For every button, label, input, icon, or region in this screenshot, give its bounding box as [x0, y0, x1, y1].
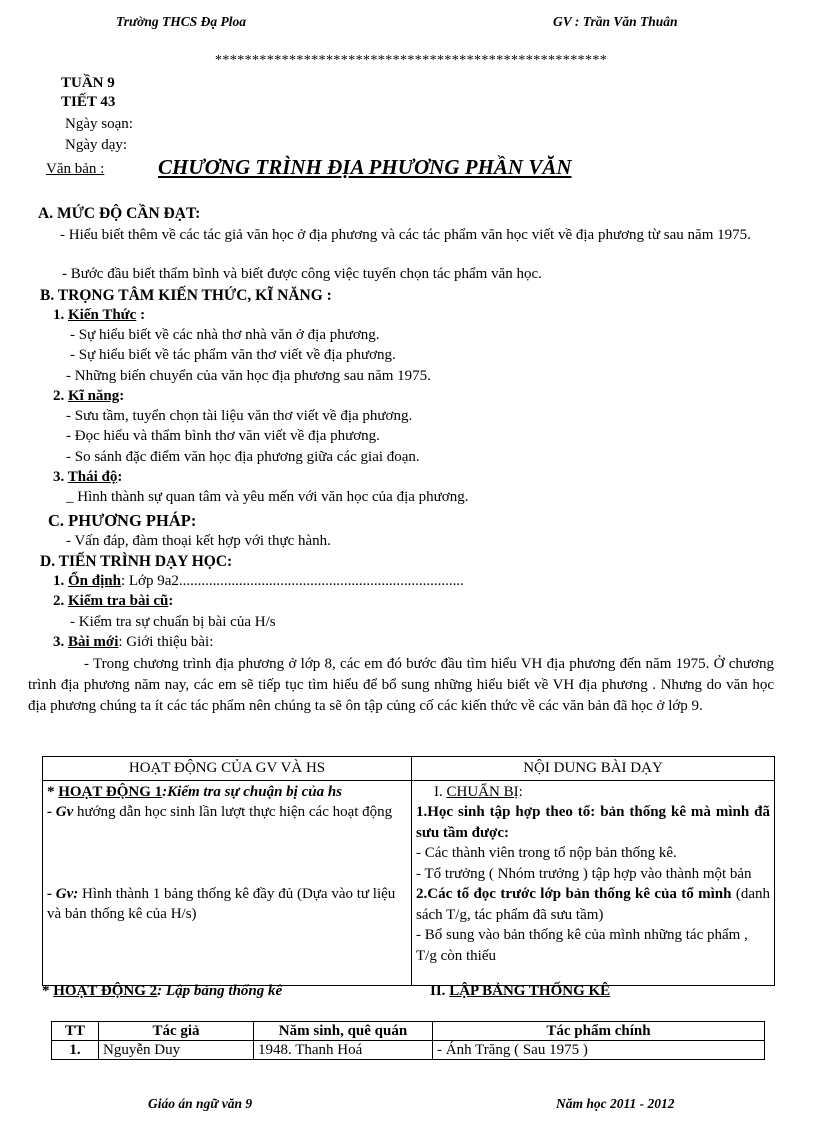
step-1-title: Ổn định — [68, 573, 121, 589]
knowledge-colon: : — [136, 307, 146, 323]
step-2-colon: : — [168, 593, 174, 609]
gv-label: - Gv: — [47, 885, 79, 902]
knowledge-item: - Những biến chuyển của văn học địa phương sau năm 1975. — [66, 368, 431, 384]
prep-colon: : — [518, 783, 523, 800]
prep-item-2-a: - Bổ sung vào bản thống kê của mình những tác phẩm , T/g còn thiếu — [416, 927, 748, 964]
prep-num: I. — [434, 783, 447, 800]
activity-table — [42, 756, 775, 986]
section-c-heading: C. PHƯƠNG PHÁP: — [48, 511, 197, 530]
gv-text: Hình thành 1 bảng thống kê đầy đủ (Dựa vào tư liệu và bản thống kê của H/s) — [47, 885, 396, 922]
section-a-heading: A. MỨC ĐỘ CẦN ĐẠT: — [38, 205, 201, 222]
stat-section-heading — [430, 983, 610, 1000]
prep-item-1-b: - Tổ trưởng ( Nhóm trưởng ) tập hợp vào thành một bản — [416, 865, 752, 882]
col-header-content: NỘI DUNG BÀI DẠY — [412, 757, 775, 781]
stat-header-birth: Năm sinh, quê quán — [254, 1022, 433, 1041]
activity-2-title: : Lập bảng thống kê — [157, 983, 283, 999]
step-1-text: : Lớp 9a2............................................................................ — [120, 573, 464, 589]
knowledge-item: - Sự hiểu biết về tác phẩm văn thơ viết về địa phương. — [70, 347, 396, 363]
stat-header-works: Tác phẩm chính — [433, 1022, 765, 1041]
col-header-activity: HOẠT ĐỘNG CỦA GV VÀ HS — [43, 757, 412, 781]
knowledge-title: Kiến Thức — [68, 307, 137, 323]
step-1 — [53, 573, 464, 590]
section-d-heading: D. TIẾN TRÌNH DẠY HỌC: — [40, 553, 233, 570]
footer-right: Năm học 2011 - 2012 — [556, 1096, 675, 1111]
step-1-num: 1. — [53, 573, 68, 589]
knowledge-item: - Sự hiểu biết về các nhà thơ nhà văn ở địa phương. — [70, 327, 380, 343]
skills-title: Kĩ năng — [68, 388, 120, 404]
stat-cell-works: - Ánh Trăng ( Sau 1975 ) — [433, 1041, 765, 1060]
skills-item: - Sưu tầm, tuyển chọn tài liệu văn thơ viết về địa phương. — [66, 408, 413, 424]
skills-item: - Đọc hiểu và thẩm bình thơ văn viết về địa phương. — [66, 428, 380, 444]
skills-heading — [53, 388, 124, 405]
stat-header-author: Tác giả — [99, 1022, 254, 1041]
step-3-paragraph: - Trong chương trình địa phương ở lớp 8, các em đó bước đầu tìm hiểu VH địa phương đến năm 1975. Ở chương trình địa phương năm nay, các em sẽ tiếp tục tìm hiểu để bổ sung những hiểu biết về VH địa phương . Nhưng do văn học địa phương chúng ta ít các tác phẩm nên chúng ta sẽ ôn tập củng cố các kiến thức về các văn bản đã học ở lớp 9. — [28, 656, 774, 714]
activity-left-cell — [43, 780, 412, 985]
activity-2-prefix: * — [42, 983, 54, 999]
star-divider: ***************************************************** — [215, 53, 608, 68]
prep-item-1-a: - Các thành viên trong tổ nộp bản thống kê. — [416, 845, 677, 861]
section-b-heading: B. TRỌNG TÂM KIẾN THỨC, KĨ NĂNG : — [40, 287, 332, 304]
stat-cell-birth: 1948. Thanh Hoá — [254, 1041, 433, 1060]
prep-date: Ngày soạn: — [65, 116, 133, 132]
teach-date: Ngày dạy: — [65, 137, 128, 153]
activity-1-prefix: * — [47, 783, 59, 800]
statistics-table — [51, 1021, 765, 1060]
activity-1-heading — [47, 782, 407, 803]
footer-left: Giáo án ngữ văn 9 — [148, 1096, 253, 1111]
gv-instruction-1 — [47, 802, 407, 823]
prep-item-2-note: (danh sách T/g, tác phẩm đã sưu tầm) — [416, 886, 770, 923]
activity-2-label: HOẠT ĐỘNG 2 — [53, 983, 158, 999]
period-label: TIẾT 43 — [61, 94, 116, 110]
stat-header-tt: TT — [52, 1022, 99, 1041]
lesson-label: Văn bản : — [46, 161, 105, 177]
section-a-item-1: - Hiểu biết thêm về các tác giả văn học ở địa phương và các tác phẩm văn học viết về địa phương từ sau năm 1975. — [60, 227, 751, 243]
activity-1-label: HOẠT ĐỘNG 1 — [58, 783, 163, 800]
knowledge-num: 1. — [53, 307, 68, 323]
week-label: TUẦN 9 — [61, 75, 115, 91]
stat-section-title: LẬP BẢNG THỐNG KÊ — [449, 983, 611, 999]
attitude-num: 3. — [53, 469, 68, 485]
step-3-num: 3. — [53, 634, 68, 650]
prep-title: CHUẨN BỊ — [446, 783, 519, 800]
skills-num: 2. — [53, 388, 68, 404]
attitude-item: _ Hình thành sự quan tâm và yêu mến với văn học của địa phương. — [66, 489, 469, 505]
stat-cell-tt: 1. — [52, 1041, 99, 1060]
activity-right-cell — [412, 780, 775, 985]
gv-label: - Gv — [47, 804, 74, 820]
step-2-title: Kiểm tra bài cũ — [68, 593, 169, 609]
step-2 — [53, 593, 173, 610]
step-3-text: : Giới thiệu bài: — [118, 634, 214, 650]
step-3 — [53, 634, 213, 651]
section-c-item: - Vấn đáp, đàm thoại kết hợp với thực hành. — [66, 533, 331, 549]
attitude-colon: : — [117, 469, 123, 485]
skills-colon: : — [119, 388, 125, 404]
step-2-item: - Kiểm tra sự chuẩn bị bài của H/s — [70, 614, 276, 630]
knowledge-heading — [53, 307, 145, 324]
school-name: Trường THCS Đạ Ploa — [116, 14, 246, 29]
prep-item-2-title: 2.Các tổ đọc trước lớp bản thống kê của tổ mình — [416, 886, 732, 902]
lesson-title: CHƯƠNG TRÌNH ĐỊA PHƯƠNG PHẦN VĂN — [158, 155, 572, 179]
activity-2-heading — [42, 983, 282, 1000]
gv-text: hướng dẫn học sinh lần lượt thực hiện các hoạt động — [73, 804, 393, 820]
prep-item-1-title: 1.Học sinh tập hợp theo tổ: bản thống kê mà mình đã sưu tầm được: — [416, 804, 770, 841]
step-3-title: Bài mới — [68, 634, 119, 650]
prep-heading — [416, 782, 770, 803]
section-a-item-2: - Bước đầu biết thẩm bình và biết được công việc tuyển chọn tác phẩm văn học. — [62, 266, 542, 282]
stat-section-num: II. — [430, 983, 450, 999]
teacher-name: GV : Trần Văn Thuân — [553, 14, 678, 29]
stat-cell-author: Nguyễn Duy — [99, 1041, 254, 1060]
prep-item-2 — [416, 884, 770, 925]
table-row — [52, 1041, 765, 1060]
gv-instruction-2 — [47, 884, 407, 925]
attitude-heading — [53, 469, 122, 486]
activity-1-title: :Kiểm tra sự chuận bị của hs — [162, 783, 343, 800]
step-2-num: 2. — [53, 593, 68, 609]
skills-item: - So sánh đặc điểm văn học địa phương giữa các giai đoạn. — [66, 449, 420, 465]
attitude-title: Thái độ — [67, 469, 118, 485]
